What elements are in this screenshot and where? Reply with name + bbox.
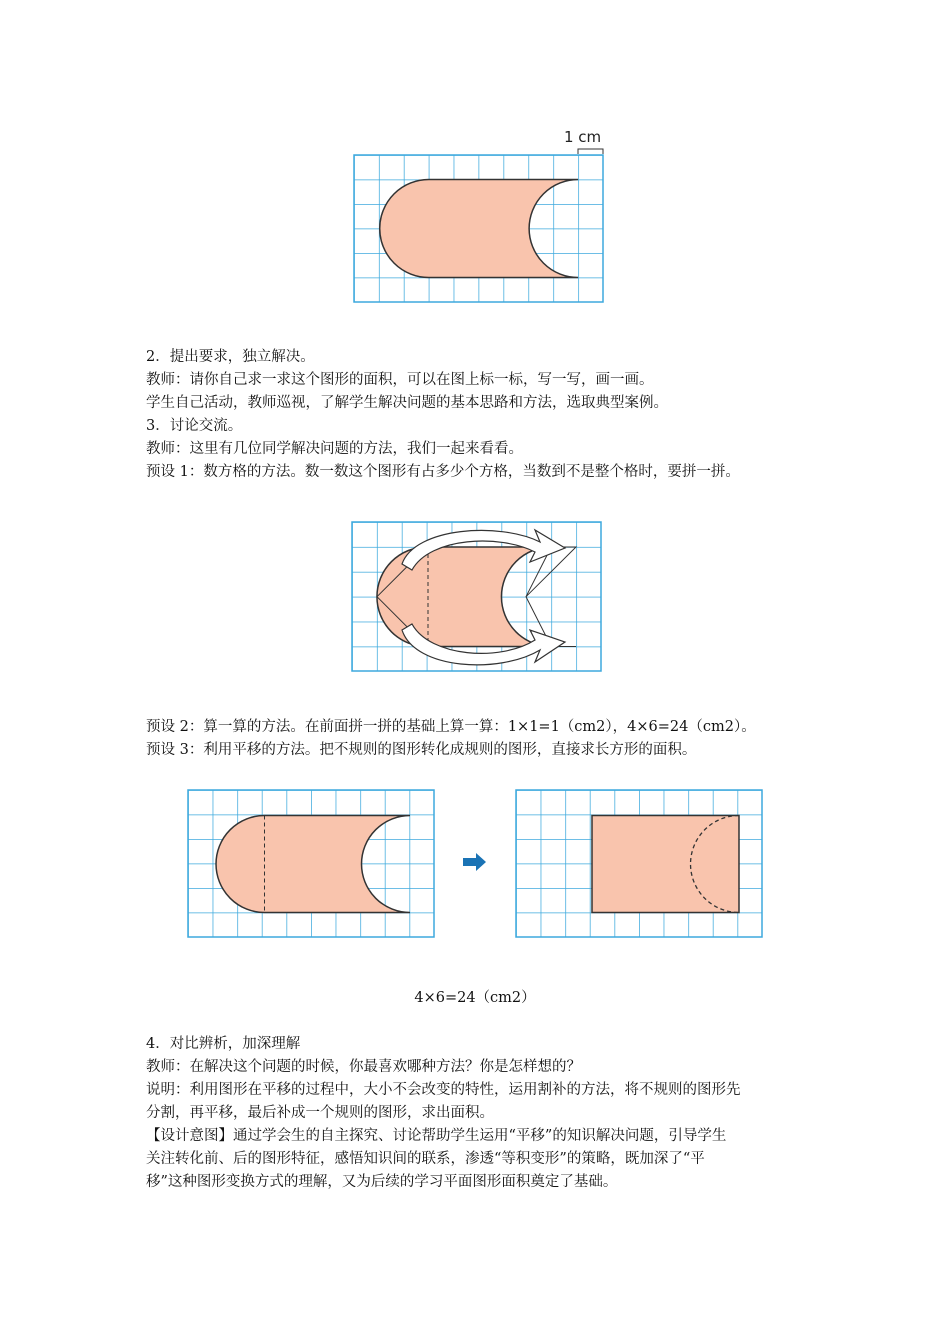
preset1: 预设 1：数方格的方法。数一数这个图形有占多少个方格，当数到不是整个格时，要拼一拼。 xyxy=(146,464,740,480)
shape-after-rectangle xyxy=(592,816,739,913)
step3-title: 3．讨论交流。 xyxy=(146,418,243,434)
translate-arrow-icon xyxy=(463,853,486,871)
design-line-2: 关注转化前、后的图形特征，感悟知识间的联系，渗透“等积变形”的策略，既加深了“平 xyxy=(146,1151,705,1167)
scale-bracket xyxy=(578,149,603,154)
area-formula: 4×6=24（cm2） xyxy=(414,990,536,1006)
design-line-1: 【设计意图】通过学会生的自主探究、讨论帮助学生运用“平移”的知识解决问题，引导学生 xyxy=(146,1128,727,1144)
step2-teacher: 教师：请你自己求一求这个图形的面积，可以在图上标一标，写一写，画一画。 xyxy=(146,372,654,388)
scale-label: 1 cm xyxy=(564,128,602,146)
figure-translation xyxy=(180,782,780,948)
explain-line-1: 说明：利用图形在平移的过程中，大小不会改变的特性，运用割补的方法，将不规则的图形先 xyxy=(146,1082,741,1098)
step2-title: 2．提出要求，独立解决。 xyxy=(146,349,315,365)
figure-original-shape xyxy=(340,120,620,310)
preset2: 预设 2：算一算的方法。在前面拼一拼的基础上算一算：1×1=1（cm2），4×6=24（cm2）。 xyxy=(146,719,756,735)
step4-teacher: 教师：在解决这个问题的时候，你最喜欢哪种方法？你是怎样想的？ xyxy=(146,1059,581,1075)
explain-line-2: 分割，再平移，最后补成一个规则的图形，求出面积。 xyxy=(146,1105,494,1121)
step2-students: 学生自己活动，教师巡视，了解学生解决问题的基本思路和方法，选取典型案例。 xyxy=(146,395,668,411)
section-presets-2-3 xyxy=(146,716,816,762)
step4-title: 4．对比辨析，加深理解 xyxy=(146,1036,301,1052)
section-steps-2-3 xyxy=(146,346,816,484)
design-line-3: 移”这种图形变换方式的理解，又为后续的学习平面图形面积奠定了基础。 xyxy=(146,1174,618,1190)
figure-cut-and-move xyxy=(340,512,610,682)
section-step4 xyxy=(146,1033,816,1194)
step3-teacher: 教师：这里有几位同学解决问题的方法，我们一起来看看。 xyxy=(146,441,523,457)
preset3: 预设 3：利用平移的方法。把不规则的图形转化成规则的图形，直接求长方形的面积。 xyxy=(146,742,697,758)
